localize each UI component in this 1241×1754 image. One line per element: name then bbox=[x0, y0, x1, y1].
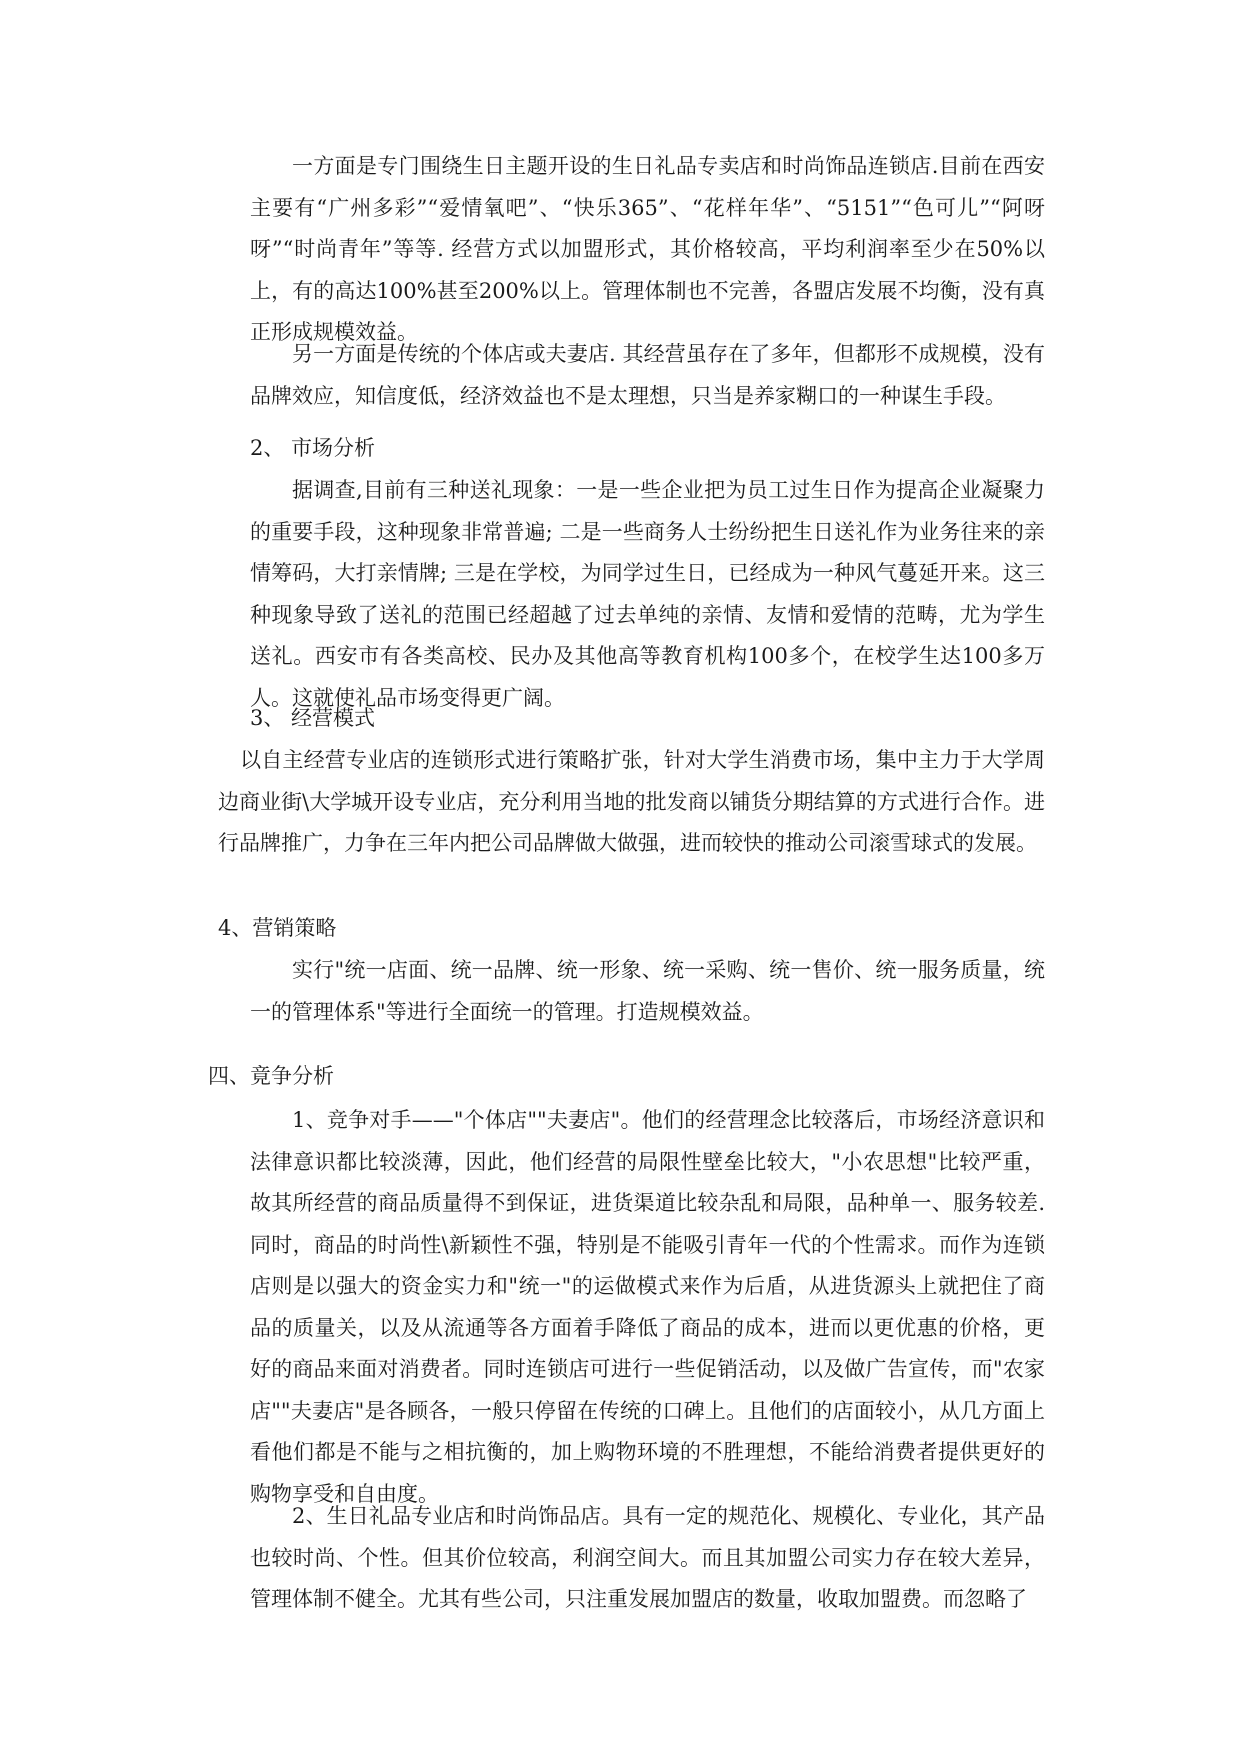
paragraph-competitor-small-shops: 1、竞争对手——"个体店""夫妻店"。他们的经营理念比较落后，市场经济意识和法律意识都比较淡薄，因此，他们经营的局限性壁垒比较大，"小农思想"比较严重，故其所经营的商品质量得不到保证，进货渠道比较杂乱和局限，品种单一、服务较差. 同时，商品的时尚性\新颖性不强，特别是不能吸引青年一代的个性需求。而作为连锁店则是以强大的资金实力和"统一"的运做模式来作为后盾，从进货源头上就把住了商品的质量关，以及从流通等各方面着手降低了商品的成本，进而以更优惠的价格，更好的商品来面对消费者。同时连锁店可进行一些促销活动，以及做广告宣传，而"农家店""夫妻店"是各顾各，一般只停留在传统的口碑上。且他们的店面较小，从几方面上看他们都是不能与之相抗衡的，加上购物环境的不胜理想，不能给消费者提供更好的购物享受和自由度。 bbox=[250, 1108, 1045, 1506]
paragraph-business-model: 以自主经营专业店的连锁形式进行策略扩张，针对大学生消费市场，集中主力于大学周边商业街\大学城开设专业店，充分利用当地的批发商以铺货分期结算的方式进行合作。进行品牌推广，力争在三年内把公司品牌做大做强，进而较快的推动公司滚雪球式的发展。 bbox=[218, 748, 1045, 855]
heading-marketing-strategy: 4、营销策略 bbox=[218, 916, 337, 940]
heading-market-analysis: 2、 市场分析 bbox=[250, 436, 376, 460]
paragraph-birthday-gift-stores: 一方面是专门围绕生日主题开设的生日礼品专卖店和时尚饰品连锁店.目前在西安主要有“广州多彩”“爱情氧吧”、“快乐365”、“花样年华”、“5151”“色可儿”“阿呀呀”“时尚青年”等等. 经营方式以加盟形式，其价格较高，平均利润率至少在50%以上，有的高达100%甚至200%以上。管理体制也不完善，各盟店发展不均衡，没有真正形成规模效益。 bbox=[250, 154, 1045, 344]
paragraph-traditional-shops: 另一方面是传统的个体店或夫妻店. 其经营虽存在了多年，但都形不成规模，没有品牌效应，知信度低，经济效益也不是太理想，只当是养家糊口的一种谋生手段。 bbox=[250, 342, 1045, 408]
heading-competition-analysis: 四、竟争分析 bbox=[208, 1064, 334, 1088]
paragraph-market-analysis: 据调查,目前有三种送礼现象：一是一些企业把为员工过生日作为提高企业凝聚力的重要手段，这种现象非常普遍; 二是一些商务人士纷纷把生日送礼作为业务往来的亲情筹码，大打亲情牌; 三是在学校，为同学过生日，已经成为一种风气蔓延开来。这三种现象导致了送礼的范围已经超越了过去单纯的亲情、友情和爱情的范畴，尤为学生送礼。西安市有各类高校、民办及其他高等教育机构100多个，在校学生达100多万人。这就使礼品市场变得更广阔。 bbox=[250, 478, 1045, 710]
paragraph-marketing-strategy: 实行"统一店面、统一品牌、统一形象、统一采购、统一售价、统一服务质量，统一的管理体系"等进行全面统一的管理。打造规模效益。 bbox=[250, 958, 1045, 1024]
paragraph-competitor-franchise-stores: 2、生日礼品专业店和时尚饰品店。具有一定的规范化、规模化、专业化，其产品也较时尚、个性。但其价位较高，利润空间大。而且其加盟公司实力存在较大差异，管理体制不健全。尤其有些公司，只注重发展加盟店的数量，收取加盟费。而忽略了 bbox=[250, 1504, 1045, 1611]
heading-business-model: 3、 经营模式 bbox=[250, 706, 376, 730]
